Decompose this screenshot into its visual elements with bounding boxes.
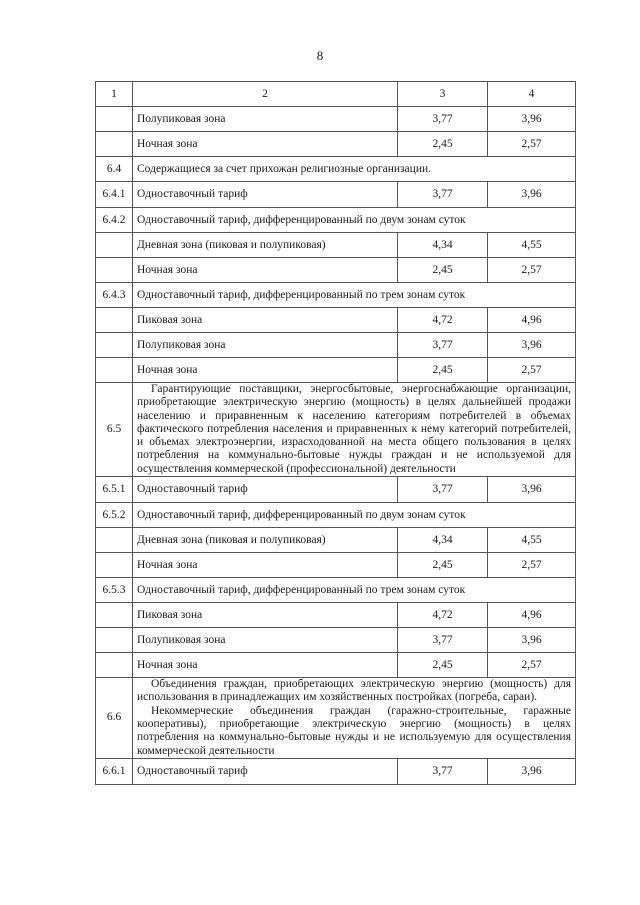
table-row xyxy=(96,157,576,182)
tariff-value-col4: 3,96 xyxy=(488,477,576,503)
zone-label: Пиковая зона xyxy=(133,603,398,628)
table-header-row xyxy=(96,82,576,107)
description-paragraph: Гарантирующие поставщики, энергосбытовые, энергоснабжающие организации, приобретающие электрическую энергию (мощность) в целях дальнейшей продажи населению и приравненным к населению категориям потребителей в объемах фактического потребления населения и приравненных к нему категорий потребителей, и объемах электроэнергии, израсходованной на места общего пользования в целях потребления на коммунально-бытовые нужды граждан и не используемой для осуществления коммерческой (профессиональной) деятельности xyxy=(137,383,571,475)
zone-label: Дневная зона (пиковая и полупиковая) xyxy=(133,528,398,553)
zone-label: Полупиковая зона xyxy=(133,628,398,653)
table-row xyxy=(96,603,576,628)
tariff-label: Одноставочный тариф xyxy=(133,758,398,784)
row-number: 6.4 xyxy=(96,157,133,182)
header-cell: 3 xyxy=(398,82,488,107)
table-row xyxy=(96,132,576,157)
row-number xyxy=(96,308,133,333)
category-description xyxy=(133,383,576,477)
table-row xyxy=(96,258,576,283)
row-number: 6.5 xyxy=(96,383,133,477)
row-number: 6.5.2 xyxy=(96,503,133,528)
tariff-value-col4: 3,96 xyxy=(488,333,576,358)
tariff-value-col3: 4,72 xyxy=(398,308,488,333)
table-row xyxy=(96,358,576,383)
tariff-value-col4: 2,57 xyxy=(488,653,576,678)
zone-label: Ночная зона xyxy=(133,132,398,157)
tariff-value-col3: 2,45 xyxy=(398,358,488,383)
row-number: 6.5.3 xyxy=(96,578,133,603)
table-row xyxy=(96,233,576,258)
tariff-value-col4: 4,55 xyxy=(488,233,576,258)
row-number: 6.5.1 xyxy=(96,477,133,503)
header-cell: 2 xyxy=(133,82,398,107)
tariff-value-col3: 3,77 xyxy=(398,333,488,358)
table-row xyxy=(96,383,576,477)
section-title: Содержащиеся за счет прихожан религиозные организации. xyxy=(133,157,576,182)
row-number xyxy=(96,358,133,383)
tariff-value-col4: 3,96 xyxy=(488,758,576,784)
category-description xyxy=(133,678,576,759)
row-number xyxy=(96,628,133,653)
header-cell: 1 xyxy=(96,82,133,107)
tariff-value-col3: 3,77 xyxy=(398,628,488,653)
tariff-label: Одноставочный тариф xyxy=(133,477,398,503)
table-row xyxy=(96,628,576,653)
tariff-value-col4: 3,96 xyxy=(488,628,576,653)
page-number: 8 xyxy=(316,48,324,63)
table-row xyxy=(96,503,576,528)
header-cell: 4 xyxy=(488,82,576,107)
row-number xyxy=(96,233,133,258)
tariff-value-col3: 3,77 xyxy=(398,107,488,132)
row-number: 6.6 xyxy=(96,678,133,759)
row-number xyxy=(96,653,133,678)
tariff-value-col3: 2,45 xyxy=(398,258,488,283)
row-number: 6.6.1 xyxy=(96,758,133,784)
tariff-value-col4: 4,96 xyxy=(488,603,576,628)
zone-label: Ночная зона xyxy=(133,653,398,678)
zone-label: Ночная зона xyxy=(133,258,398,283)
zone-label: Полупиковая зона xyxy=(133,107,398,132)
tariff-value-col3: 2,45 xyxy=(398,653,488,678)
zone-label: Дневная зона (пиковая и полупиковая) xyxy=(133,233,398,258)
table-row xyxy=(96,182,576,208)
tariff-value-col3: 3,77 xyxy=(398,758,488,784)
section-title: Одноставочный тариф, дифференцированный по двум зонам суток xyxy=(133,503,576,528)
tariff-value-col3: 4,34 xyxy=(398,233,488,258)
description-paragraph: Некоммерческие объединения граждан (гаражно-строительные, гаражные кооперативы), приобретающие электрическую энергию (мощность) в целях потребления на коммунально-бытовые нужды и не используемую для осуществления коммерческой деятельности xyxy=(137,704,571,757)
tariff-value-col4: 3,96 xyxy=(488,182,576,208)
row-number: 6.4.3 xyxy=(96,283,133,308)
zone-label: Пиковая зона xyxy=(133,308,398,333)
tariff-value-col4: 2,57 xyxy=(488,132,576,157)
tariff-value-col3: 3,77 xyxy=(398,477,488,503)
tariff-value-col4: 4,96 xyxy=(488,308,576,333)
tariff-value-col3: 3,77 xyxy=(398,182,488,208)
tariff-value-col4: 2,57 xyxy=(488,358,576,383)
tariff-value-col4: 4,55 xyxy=(488,528,576,553)
section-title: Одноставочный тариф, дифференцированный по трем зонам суток xyxy=(133,578,576,603)
row-number xyxy=(96,333,133,358)
section-title: Одноставочный тариф, дифференцированный по трем зонам суток xyxy=(133,283,576,308)
tariff-table xyxy=(95,81,576,785)
tariff-value-col3: 2,45 xyxy=(398,132,488,157)
table-row xyxy=(96,653,576,678)
table-row xyxy=(96,283,576,308)
row-number: 6.4.1 xyxy=(96,182,133,208)
row-number xyxy=(96,107,133,132)
table-row xyxy=(96,578,576,603)
table-row xyxy=(96,477,576,503)
description-paragraph: Объединения граждан, приобретающих электрическую энергию (мощность) для использования в принадлежащих им хозяйственных постройках (погреба, сараи). xyxy=(137,678,571,704)
table-row xyxy=(96,107,576,132)
table-row xyxy=(96,208,576,233)
row-number xyxy=(96,258,133,283)
zone-label: Ночная зона xyxy=(133,553,398,578)
table-row xyxy=(96,553,576,578)
section-title: Одноставочный тариф, дифференцированный по двум зонам суток xyxy=(133,208,576,233)
table-row xyxy=(96,528,576,553)
tariff-value-col4: 2,57 xyxy=(488,258,576,283)
row-number xyxy=(96,132,133,157)
tariff-value-col4: 3,96 xyxy=(488,107,576,132)
zone-label: Ночная зона xyxy=(133,358,398,383)
table-row xyxy=(96,333,576,358)
tariff-value-col3: 4,72 xyxy=(398,603,488,628)
zone-label: Полупиковая зона xyxy=(133,333,398,358)
row-number: 6.4.2 xyxy=(96,208,133,233)
tariff-value-col4: 2,57 xyxy=(488,553,576,578)
row-number xyxy=(96,603,133,628)
row-number xyxy=(96,528,133,553)
tariff-value-col3: 2,45 xyxy=(398,553,488,578)
tariff-label: Одноставочный тариф xyxy=(133,182,398,208)
table-row xyxy=(96,678,576,759)
tariff-value-col3: 4,34 xyxy=(398,528,488,553)
table-row xyxy=(96,758,576,784)
row-number xyxy=(96,553,133,578)
table-row xyxy=(96,308,576,333)
